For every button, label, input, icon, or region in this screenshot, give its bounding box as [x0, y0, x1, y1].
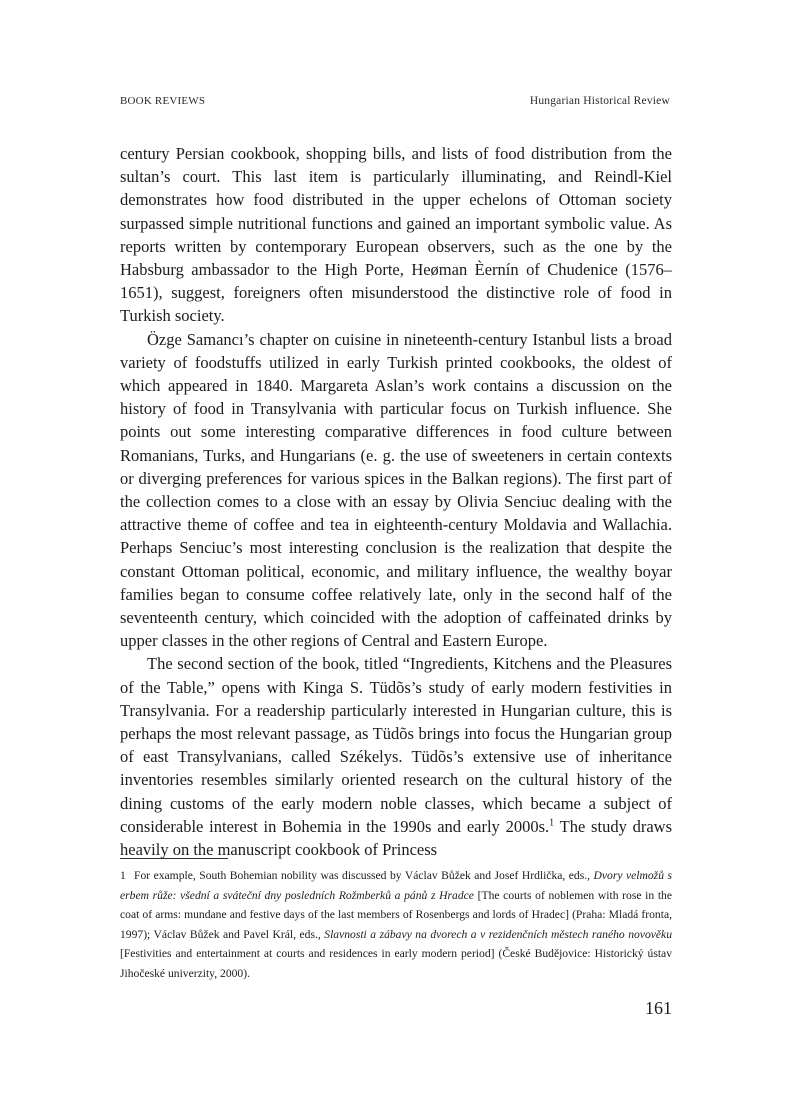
page-number: 161	[645, 998, 672, 1018]
footnote-text-1: For example, South Bohemian nobility was discussed by Václav Bůžek and Josef Hrdlička, eds.,	[134, 869, 594, 882]
footnote-text-2: [The courts of noblemen with rose in the coat of arms: mundane and festive days of the last members of Rosenbergs and lords of Hradec] (Praha: Mladá fronta, 1997); Václav Bůžek and Pavel Král, eds.,	[120, 888, 672, 941]
footnote-title-1: Dvory velmožů s erbem růže: všední a sváteční dny posledních Rožmberků a pánů z Hradce	[120, 869, 672, 902]
footnote	[120, 866, 672, 983]
running-header	[120, 95, 670, 113]
journal-title: Hungarian Historical Review	[529, 95, 670, 107]
paragraph-text-tail: The study draws heavily on the manuscript cookbook of Princess	[120, 816, 672, 860]
footnote-text-3: [Festivities and entertainment at courts and residences in early modern period] (České Budějovice: Historický ústav Jihočeské univerzity, 2000).	[120, 947, 672, 980]
footnote-marker: 1	[549, 817, 555, 829]
section-label: BOOK REVIEWS	[120, 95, 206, 107]
paragraph-text: century Persian cookbook, shopping bills, and lists of food distribution from the sultan’s court. This last item is particularly illuminating, and Reindl-Kiel demonstrates how food distributed in the upper echelons of Ottoman society surpassed simple nutritional functions and gained an important symbolic value. As reports written by contemporary European observers, such as the one by the Habsburg ambassador to the High Porte, Heøman Èernín of Chudenice (1576–1651), suggest, foreigners often misunderstood the distinctive role of food in Turkish society.	[120, 144, 672, 326]
paragraph-text: The second section of the book, titled “Ingredients, Kitchens and the Pleasures of the Table,” opens with Kinga S. Tüdõs’s study of early modern festivities in Transylvania. For a readership particularly interested in Hungarian culture, this is perhaps the most relevant passage, as Tüdõs brings into focus the Hungarian group of east Transylvanians, called Székelys. Tüdõs’s extensive use of inheritance inventories resembles similarly oriented research on the cultural history of the dining customs of the early modern noble classes, which became a subject of considerable interest in Bohemia in the 1990s and early 2000s.	[120, 654, 672, 836]
body-text	[120, 142, 672, 861]
paragraph-1	[120, 142, 672, 328]
paragraph-3	[120, 652, 672, 861]
paragraph-2	[120, 328, 672, 653]
footnote-number: 1	[120, 869, 126, 882]
paragraph-text: Özge Samancı’s chapter on cuisine in nineteenth-century Istanbul lists a broad variety of foodstuffs utilized in early Turkish printed cookbooks, the oldest of which appeared in 1840. Margareta Aslan’s work contains a discussion on the history of food in Transylvania with particular focus on Turkish influence. She points out some interesting comparative differences in food culture between Romanians, Turks, and Hungarians (e. g. the use of sweeteners in certain contexts or diverging preferences for various spices in the Balkan regions). The first part of the collection comes to a close with an essay by Olivia Senciuc dealing with the attractive theme of coffee and tea in eighteenth-century Moldavia and Wallachia. Perhaps Senciuc’s most interesting conclusion is the realization that despite the constant Ottoman political, economic, and military influence, the wealthy boyar families began to consume coffee relatively late, only in the second half of the seventeenth century, which coincided with the adoption of caffeinated drinks by upper classes in the other regions of Central and Eastern Europe.	[120, 329, 672, 651]
footnote-1	[120, 866, 672, 983]
footnote-divider	[120, 858, 228, 859]
footnote-title-2: Slavnosti a zábavy na dvorech a v rezidenčních městech raného novověku	[324, 927, 672, 941]
